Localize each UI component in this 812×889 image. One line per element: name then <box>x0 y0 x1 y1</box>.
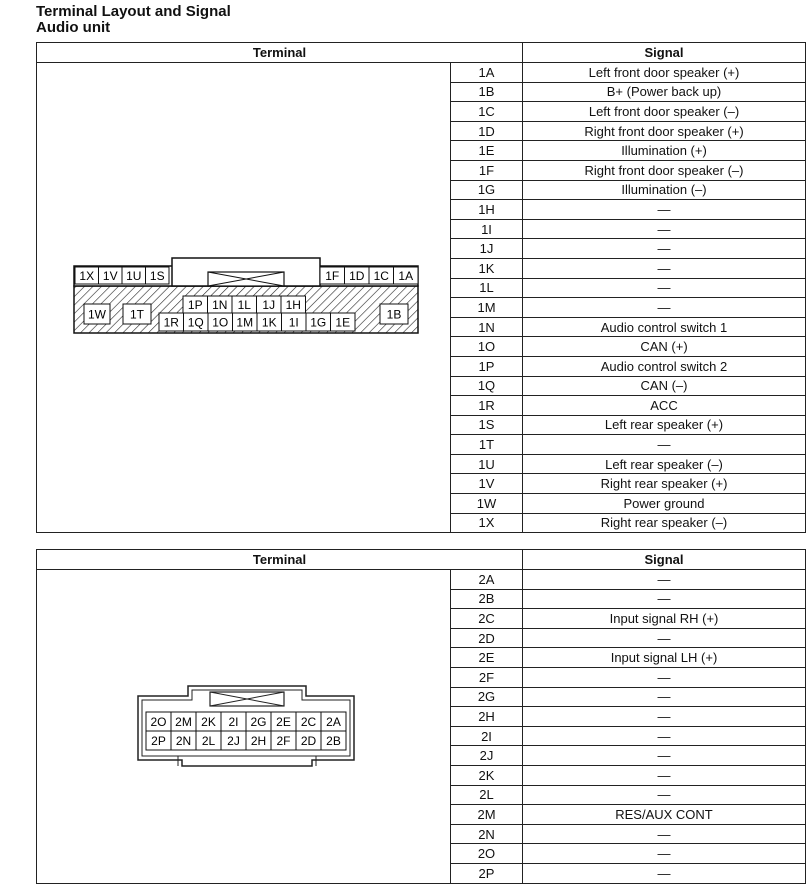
terminal-code: 2D <box>451 628 523 648</box>
pin-label: 1T <box>129 307 145 322</box>
terminal-code: 1A <box>451 63 523 83</box>
terminal-code: 2E <box>451 648 523 668</box>
page-subtitle: Audio unit <box>36 19 111 36</box>
terminal-code: 2H <box>451 707 523 727</box>
signal-value: — <box>523 726 806 746</box>
header-signal: Signal <box>523 550 806 570</box>
pin-label: 1U <box>126 269 142 283</box>
pin-label: 1Q <box>187 315 204 330</box>
signal-value: — <box>523 746 806 766</box>
pin-label: 2C <box>300 715 317 729</box>
pin-label: 1V <box>102 269 118 283</box>
signal-value: — <box>523 863 806 883</box>
signal-value: — <box>523 570 806 590</box>
pin-label: 1L <box>237 298 251 312</box>
terminal-code: 1N <box>451 317 523 337</box>
signal-value: — <box>523 785 806 805</box>
signal-value: Right rear speaker (–) <box>523 513 806 533</box>
terminal-code: 1X <box>451 513 523 533</box>
signal-value: Right front door speaker (–) <box>523 160 806 180</box>
terminal-code: 1L <box>451 278 523 298</box>
signal-value: Power ground <box>523 494 806 514</box>
terminal-code: 2P <box>451 863 523 883</box>
pin-label: 2E <box>276 715 291 729</box>
table-row <box>37 570 806 590</box>
terminal-code: 2G <box>451 687 523 707</box>
signal-value: — <box>523 687 806 707</box>
signal-value: CAN (–) <box>523 376 806 396</box>
terminal-code: 1H <box>451 200 523 220</box>
header-terminal: Terminal <box>37 550 523 570</box>
terminal-code: 1T <box>451 435 523 455</box>
pin-label: 1W <box>88 307 106 322</box>
terminal-code: 1O <box>451 337 523 357</box>
pin-label: 1C <box>373 269 389 283</box>
signal-value: RES/AUX CONT <box>523 805 806 825</box>
pin-label: 2G <box>250 715 267 729</box>
terminal-code: 1K <box>451 258 523 278</box>
pin-label: 1H <box>285 298 301 312</box>
pin-label: 2A <box>326 715 341 729</box>
terminal-code: 1S <box>451 415 523 435</box>
terminal-code: 2I <box>451 726 523 746</box>
terminal-code: 1C <box>451 102 523 122</box>
pin-label: 2L <box>201 734 216 748</box>
header-terminal: Terminal <box>37 43 523 63</box>
pin-label: 2O <box>150 715 167 729</box>
pin-label: 2M <box>175 715 192 729</box>
page-title: Terminal Layout and Signal <box>36 3 231 20</box>
signal-value: Audio control switch 2 <box>523 356 806 376</box>
pin-label: 1E <box>335 315 351 330</box>
pin-label: 1P <box>187 298 203 312</box>
pin-label: 1M <box>236 315 254 330</box>
pin-label: 1D <box>349 269 365 283</box>
pin-label: 1J <box>262 298 276 312</box>
terminal-code: 1M <box>451 298 523 318</box>
pin-label: 2B <box>326 734 341 748</box>
terminal-code: 2M <box>451 805 523 825</box>
terminal-code: 2C <box>451 609 523 629</box>
pin-label: 1A <box>398 269 414 283</box>
signal-value: Left rear speaker (+) <box>523 415 806 435</box>
signal-value: — <box>523 589 806 609</box>
pin-label: 2D <box>300 734 317 748</box>
terminal-code: 1W <box>451 494 523 514</box>
terminal-code: 2K <box>451 765 523 785</box>
signal-value: — <box>523 667 806 687</box>
connector-2-diagram <box>136 682 358 772</box>
terminal-code: 1F <box>451 160 523 180</box>
pin-label: 1N <box>212 298 228 312</box>
pin-label: 2J <box>227 734 240 748</box>
pin-label: 2N <box>175 734 192 748</box>
pin-label: 1S <box>149 269 165 283</box>
terminal-code: 2L <box>451 785 523 805</box>
terminal-code: 1I <box>451 219 523 239</box>
terminal-code: 2A <box>451 570 523 590</box>
signal-value: Audio control switch 1 <box>523 317 806 337</box>
header-signal: Signal <box>523 43 806 63</box>
terminal-code: 1G <box>451 180 523 200</box>
signal-value: Input signal LH (+) <box>523 648 806 668</box>
pin-label: 1G <box>310 315 327 330</box>
terminal-code: 1E <box>451 141 523 161</box>
terminal-code: 2N <box>451 824 523 844</box>
terminal-code: 1R <box>451 396 523 416</box>
signal-value: Input signal RH (+) <box>523 609 806 629</box>
signal-value: ACC <box>523 396 806 416</box>
signal-value: — <box>523 707 806 727</box>
pin-label: 1R <box>163 315 179 330</box>
signal-value: B+ (Power back up) <box>523 82 806 102</box>
signal-value: — <box>523 258 806 278</box>
connector-1-diagram <box>72 256 422 336</box>
terminal-code: 1U <box>451 454 523 474</box>
terminal-code: 2B <box>451 589 523 609</box>
terminal-code: 1B <box>451 82 523 102</box>
signal-value: — <box>523 219 806 239</box>
terminal-code: 1J <box>451 239 523 259</box>
signal-value: Left rear speaker (–) <box>523 454 806 474</box>
signal-value: — <box>523 628 806 648</box>
pin-label: 1F <box>325 269 340 283</box>
pin-label: 1I <box>288 315 299 330</box>
terminal-code: 1Q <box>451 376 523 396</box>
terminal-code: 1P <box>451 356 523 376</box>
signal-value: — <box>523 765 806 785</box>
terminal-code: 2J <box>451 746 523 766</box>
pin-label: 1B <box>386 307 402 322</box>
table-row <box>37 63 806 83</box>
pin-label: 2I <box>228 715 239 729</box>
signal-value: Right front door speaker (+) <box>523 121 806 141</box>
terminal-code: 2F <box>451 667 523 687</box>
signal-value: Illumination (+) <box>523 141 806 161</box>
terminal-code: 1V <box>451 474 523 494</box>
pin-label: 1K <box>261 315 277 330</box>
pin-label: 1O <box>212 315 229 330</box>
terminal-code: 2O <box>451 844 523 864</box>
terminal-code: 1D <box>451 121 523 141</box>
signal-value: — <box>523 200 806 220</box>
pin-label: 1X <box>79 269 95 283</box>
signal-value: Illumination (–) <box>523 180 806 200</box>
signal-value: — <box>523 435 806 455</box>
signal-value: — <box>523 824 806 844</box>
signal-value: — <box>523 239 806 259</box>
signal-value: Left front door speaker (+) <box>523 63 806 83</box>
signal-value: — <box>523 298 806 318</box>
signal-value: Right rear speaker (+) <box>523 474 806 494</box>
pin-label: 2F <box>276 734 291 748</box>
pin-label: 2K <box>201 715 216 729</box>
signal-value: Left front door speaker (–) <box>523 102 806 122</box>
pin-label: 2H <box>250 734 267 748</box>
signal-value: CAN (+) <box>523 337 806 357</box>
signal-value: — <box>523 844 806 864</box>
pin-label: 2P <box>151 734 166 748</box>
signal-value: — <box>523 278 806 298</box>
